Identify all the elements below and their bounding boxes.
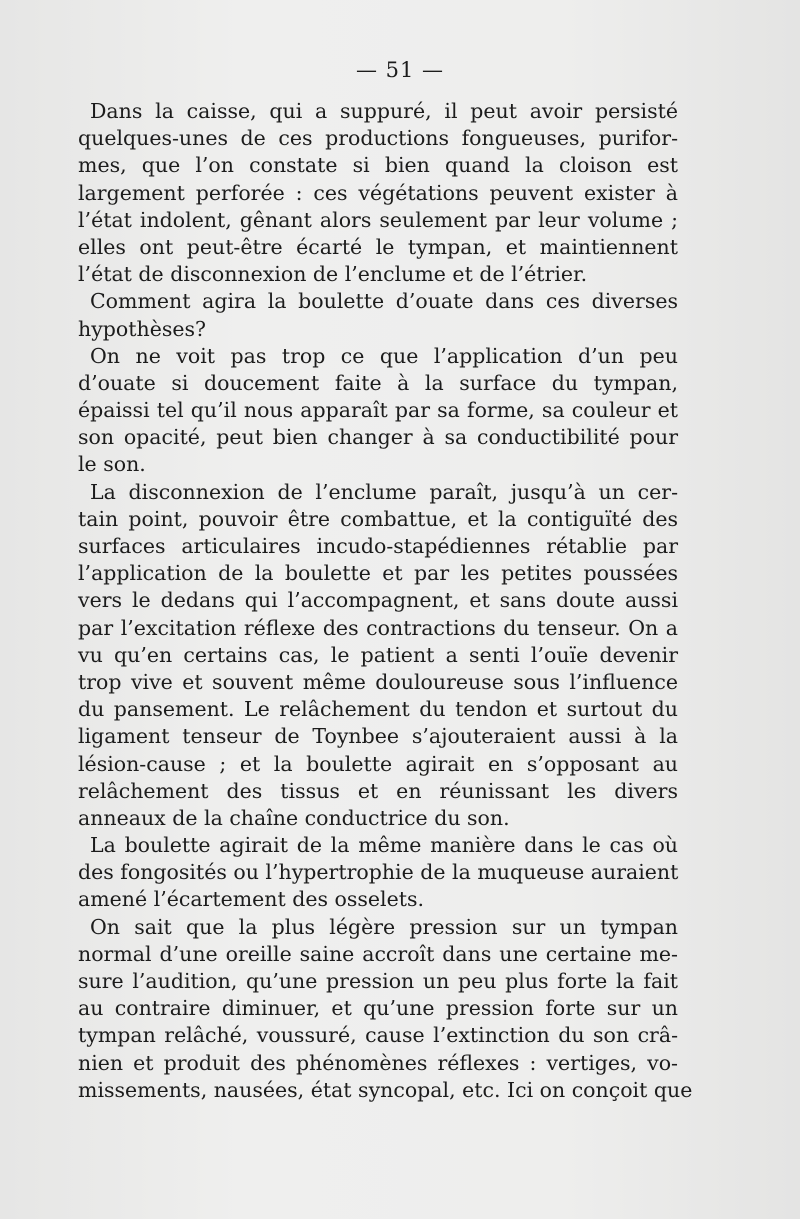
text-line: quelques-unes de ces productions fongueuses, purifor- xyxy=(78,126,678,151)
text-line: lésion-cause ; et la boulette agirait en s’opposant au xyxy=(78,751,678,776)
text-line: tympan relâché, voussuré, cause l’extinction du son crâ- xyxy=(78,1023,678,1048)
text-line: normal d’une oreille saine accroît dans une certaine me- xyxy=(78,941,678,966)
page-number: — 51 — xyxy=(355,58,445,82)
text-line: au contraire diminuer, et qu’une pression forte sur un xyxy=(78,996,678,1021)
text-line: l’état indolent, gênant alors seulement par leur volume ; xyxy=(78,207,678,232)
text-line: vers le dedans qui l’accompagnent, et sans doute aussi xyxy=(78,588,678,613)
text-line: Comment agira la boulette d’ouate dans ces diverses xyxy=(90,289,678,314)
text-line: La boulette agirait de la même manière dans le cas où xyxy=(90,833,678,858)
text-line: On sait que la plus légère pression sur un tympan xyxy=(90,914,678,939)
body-text xyxy=(78,98,693,1104)
text-line: On ne voit pas trop ce que l’application d’un peu xyxy=(90,343,678,368)
text-line: ligament tenseur de Toynbee s’ajouteraient aussi à la xyxy=(78,724,678,749)
text-line: son opacité, peut bien changer à sa conductibilité pour xyxy=(78,425,678,450)
text-line: l’application de la boulette et par les petites poussées xyxy=(78,561,678,586)
text-line: hypothèses? xyxy=(78,316,206,341)
text-line: missements, nausées, état syncopal, etc. Ici on conçoit que xyxy=(78,1077,693,1102)
text-line: elles ont peut-être écarté le tympan, et maintiennent xyxy=(78,234,678,259)
text-line: La disconnexion de l’enclume paraît, jusqu’à un cer- xyxy=(90,479,678,504)
text-line: relâchement des tissus et en réunissant les divers xyxy=(78,778,678,803)
text-line: trop vive et souvent même douloureuse sous l’influence xyxy=(78,669,678,694)
text-line: amené l’écartement des osselets. xyxy=(78,887,425,912)
text-line: largement perforée : ces végétations peuvent exister à xyxy=(78,180,678,205)
text-line: d’ouate si doucement faite à la surface du tympan, xyxy=(78,370,678,395)
text-line: par l’excitation réflexe des contractions du tenseur. On a xyxy=(78,615,678,640)
text-line: l’état de disconnexion de l’enclume et de l’étrier. xyxy=(78,262,588,287)
text-line: tain point, pouvoir être combattue, et la contiguïté des xyxy=(78,506,678,531)
text-line: sure l’audition, qu’une pression un peu plus forte la fait xyxy=(78,969,678,993)
text-line: Dans la caisse, qui a suppuré, il peut avoir persisté xyxy=(90,99,678,123)
text-line: nien et produit des phénomènes réflexes : vertiges, vo- xyxy=(78,1050,678,1075)
text-line: mes, que l’on constate si bien quand la cloison est xyxy=(78,153,678,178)
text-line: des fongosités ou l’hypertrophie de la muqueuse auraient xyxy=(78,860,679,885)
text-line: anneaux de la chaîne conductrice du son. xyxy=(78,805,510,830)
text-line: vu qu’en certains cas, le patient a senti l’ouïe devenir xyxy=(78,642,678,667)
text-line: du pansement. Le relâchement du tendon et surtout du xyxy=(78,697,678,722)
text-line: épaissi tel qu’il nous apparaît par sa forme, sa couleur et xyxy=(78,398,678,423)
text-line: surfaces articulaires incudo-stapédiennes rétablie par xyxy=(78,534,678,558)
text-line: le son. xyxy=(78,452,146,477)
